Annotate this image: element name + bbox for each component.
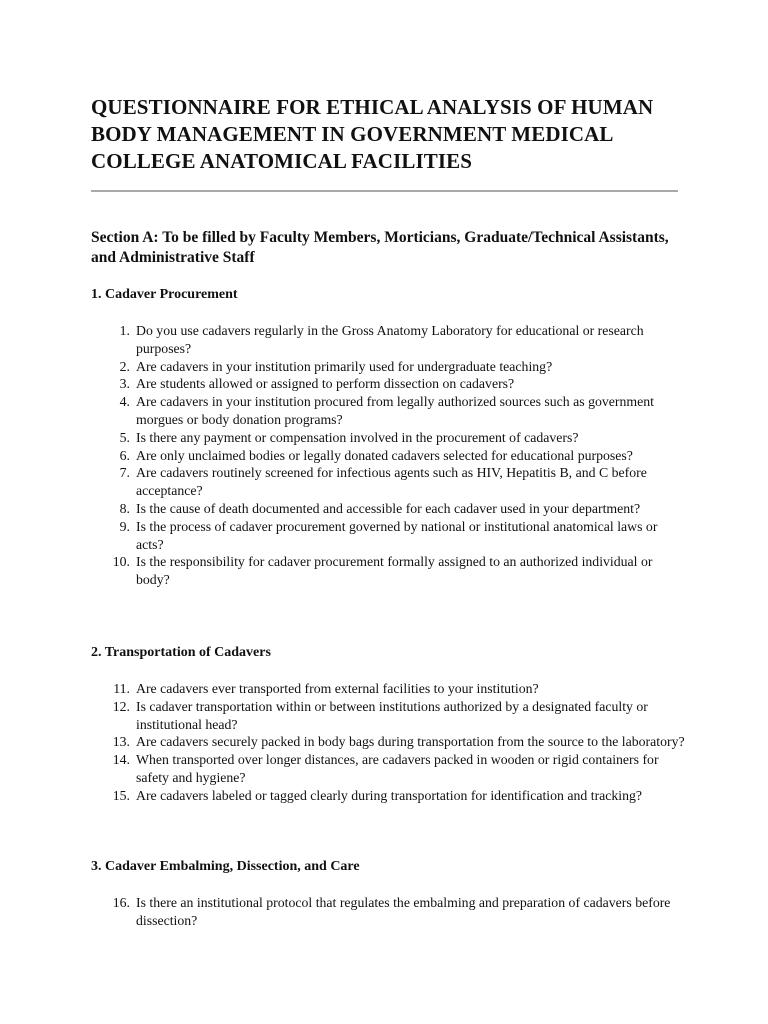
question-item — [91, 429, 691, 447]
question-number: 8. — [119, 500, 130, 516]
question-item — [91, 500, 691, 518]
subsection-heading-transportation: 2. Transportation of Cadavers — [91, 645, 271, 660]
question-item — [91, 733, 691, 751]
question-number: 1. — [119, 323, 130, 338]
question-text: Is cadaver transportation within or between institutions authorized by a designated faculty or institutional head? — [136, 698, 648, 732]
question-item — [91, 894, 691, 930]
question-item — [91, 375, 691, 393]
question-item — [91, 680, 691, 698]
question-number: 12. — [112, 698, 130, 714]
question-text: Are cadavers securely packed in body bags during transportation from the source to the laboratory? — [136, 734, 685, 750]
question-text: Is there an institutional protocol that regulates the embalming and preparation of cadavers before dissection? — [136, 895, 671, 928]
question-number: 3. — [119, 376, 130, 392]
question-text: Are cadavers in your institution procured from legally authorized sources such as government morgues or body donation programs? — [136, 394, 654, 427]
question-number: 5. — [119, 429, 130, 445]
subsection-heading-cadaver-procurement: 1. Cadaver Procurement — [91, 287, 238, 302]
question-item — [91, 322, 691, 358]
question-number: 13. — [112, 734, 130, 750]
question-number: 9. — [119, 518, 130, 534]
horizontal-divider — [91, 190, 678, 192]
question-text: Do you use cadavers regularly in the Gross Anatomy Laboratory for educational or research purposes? — [136, 323, 644, 356]
question-number: 16. — [112, 895, 130, 910]
question-text: Is the cause of death documented and accessible for each cadaver used in your department? — [136, 500, 641, 516]
question-number: 6. — [119, 447, 130, 463]
question-text: Is the responsibility for cadaver procurement formally assigned to an authorized individual or body? — [136, 554, 653, 588]
question-list-cadaver-procurement — [91, 322, 691, 589]
question-list-embalming — [91, 894, 691, 930]
question-item — [91, 447, 691, 465]
question-list-transportation — [91, 680, 691, 805]
question-text: Are only unclaimed bodies or legally donated cadavers selected for educational purposes? — [136, 447, 633, 463]
question-number: 7. — [119, 465, 130, 481]
question-text: Is there any payment or compensation involved in the procurement of cadavers? — [136, 429, 579, 445]
subsection-heading-embalming: 3. Cadaver Embalming, Dissection, and Care — [91, 859, 360, 874]
question-item — [91, 698, 691, 734]
question-number: 14. — [112, 752, 130, 768]
question-text: Are students allowed or assigned to perform dissection on cadavers? — [136, 376, 515, 392]
question-text: Are cadavers ever transported from external facilities to your institution? — [136, 681, 539, 696]
question-text: Are cadavers labeled or tagged clearly during transportation for identification and tracking? — [136, 787, 643, 803]
question-number: 2. — [119, 358, 130, 374]
document-title: QUESTIONNAIRE FOR ETHICAL ANALYSIS OF HUMAN BODY MANAGEMENT IN GOVERNMENT MEDICAL COLLEGE ANATOMICAL FACILITIES — [91, 95, 654, 173]
question-item — [91, 393, 691, 429]
question-number: 11. — [113, 681, 130, 696]
question-text: Are cadavers in your institution primarily used for undergraduate teaching? — [136, 358, 553, 374]
question-item — [91, 553, 691, 589]
question-item — [91, 358, 691, 376]
question-text: Are cadavers routinely screened for infectious agents such as HIV, Hepatitis B, and C before acceptance? — [136, 465, 647, 499]
question-number: 15. — [112, 787, 130, 803]
question-item — [91, 787, 691, 805]
question-text: When transported over longer distances, are cadavers packed in wooden or rigid containers for safety and hygiene? — [136, 752, 659, 785]
question-item — [91, 751, 691, 787]
question-number: 10. — [112, 554, 130, 570]
question-number: 4. — [119, 394, 130, 410]
question-item — [91, 464, 691, 500]
section-a-heading: Section A: To be filled by Faculty Members, Morticians, Graduate/Technical Assistants, and Administrative Staff — [91, 229, 669, 266]
question-text: Is the process of cadaver procurement governed by national or institutional anatomical laws or acts? — [136, 518, 658, 552]
question-item — [91, 518, 691, 554]
